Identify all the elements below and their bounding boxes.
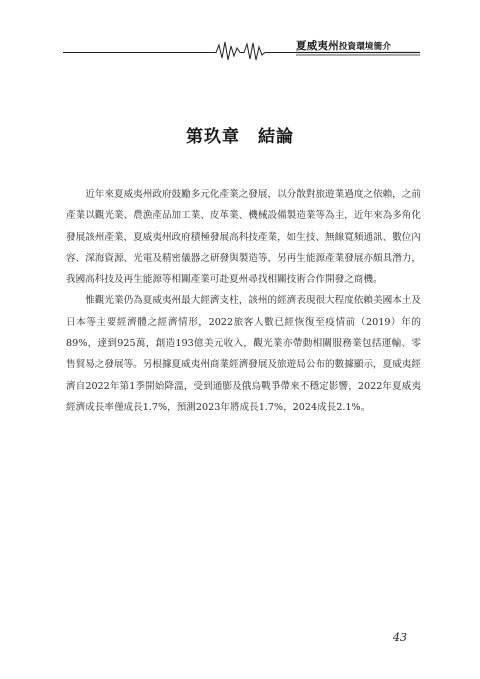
paragraph-2: 惟觀光業仍為夏威夷州最大經濟支柱，該州的經濟表現很大程度依賴美國本土及日本等主要經濟體之經濟情形，2022旅客人數已經恢復至疫情前（2019）年的89%，達到925萬，創造193億美元收入，觀光業亦帶動相關服務業包括運輸、零售貿易之發展等。另根據夏威夷州商業經濟發展及旅遊局公布的數據顯示，夏威夷經濟自2022年第1季開始降溫，受到通膨及俄烏戰爭帶來不穩定影響，2022年夏威夷經濟成長率僅成長1.7%，預測2023年將成長1.7%，2024成長2.1%。 <box>66 295 421 413</box>
header-ornament <box>0 0 480 70</box>
header-line-pulse-graphic <box>0 0 480 70</box>
page-number: 43 <box>393 631 407 644</box>
header-title-main: 夏威夷州 <box>296 40 339 52</box>
chapter-title: 第玖章 結論 <box>186 127 294 147</box>
running-header-title <box>296 38 391 53</box>
paragraph-1: 近年來夏威夷州政府鼓勵多元化產業之發展，以分散對旅遊業過度之依賴，之前產業以觀光業、農漁產品加工業、皮革業、機械設備製造業等為主，近年來為多角化發展該州產業，夏威夷州政府積極發展高科技產業，如生技、無線寬頻通訊、數位內容、深海資源、光電及精密儀器之研發與製造等，另再生能源產業發展亦頗具潛力，我國高科技及再生能源等相關產業可赴夏州尋找相關技術合作開發之商機。 <box>66 189 421 286</box>
header-title-sub: 投資環境簡介 <box>338 42 392 52</box>
body-text <box>66 184 421 418</box>
